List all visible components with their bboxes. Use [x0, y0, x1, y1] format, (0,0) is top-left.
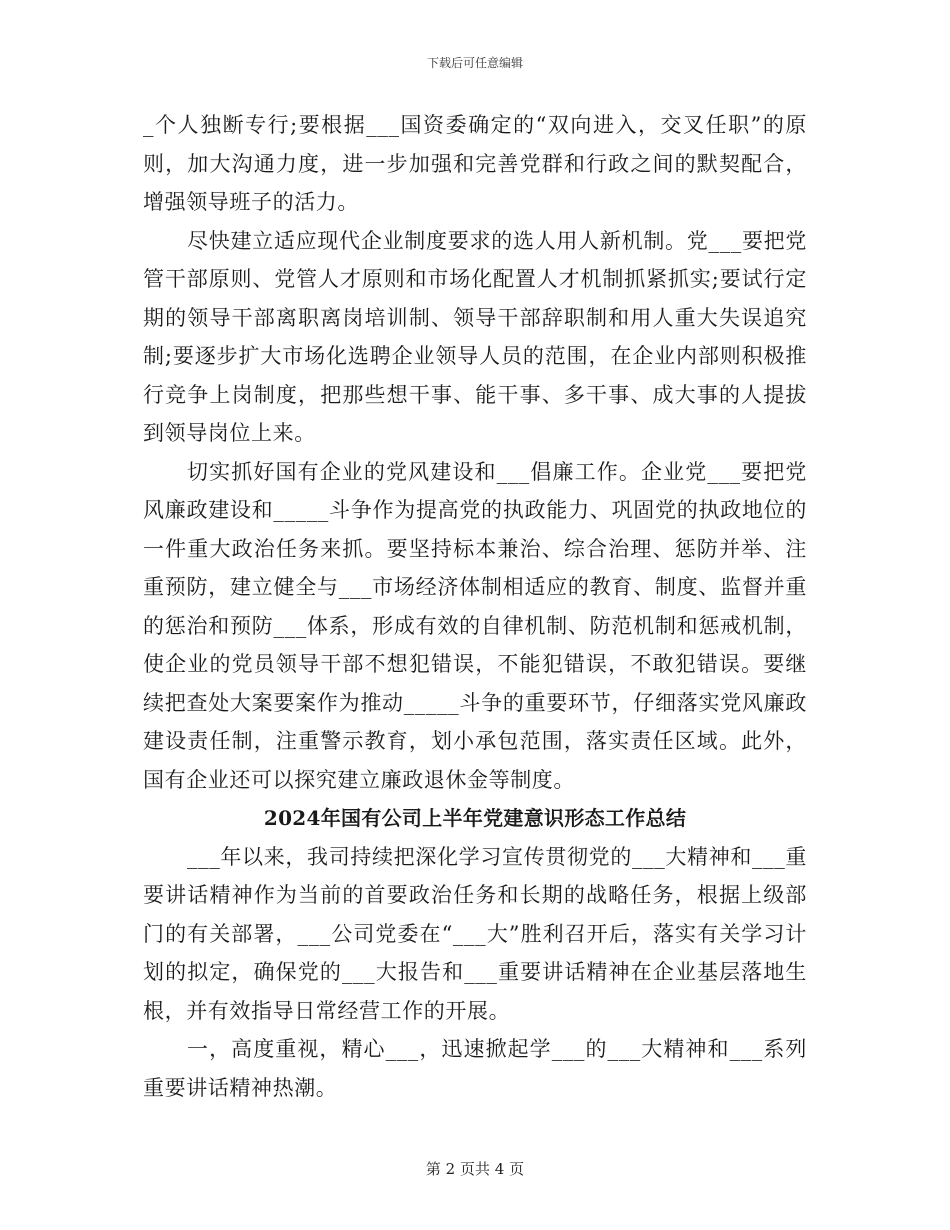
paragraph-personnel-mechanism: 尽快建立适应现代企业制度要求的选人用人新机制。党___要把党管干部原则、党管人才原则和市场化配置人才机制抓紧抓实;要试行定期的领导干部离职离岗培训制、领导干部辞职制和用人重大失误追究制;要逐步扩大市场化选聘企业领导人员的范围，在企业内部则积极推行竞争上岗制度，把那些想干事、能干事、多干事、成大事的人提拔到领导岗位上来。: [143, 228, 807, 445]
section-title: 2024年国有公司上半年党建意识形态工作总结: [263, 806, 687, 830]
paragraph-point-one: 一，高度重视，精心___，迅速掀起学___的___大精神和___系列重要讲话精神热潮。: [143, 1037, 807, 1100]
paragraph-summary-intro: ___年以来，我司持续把深化学习宣传贯彻党的___大精神和___重要讲话精神作为当前的首要政治任务和长期的战略任务，根据上级部门的有关部署，___公司党委在“___大”胜利召开后，落实有关学习计划的拟定，确保党的___大报告和___重要讲话精神在企业基层落地生根，并有效指导日常经营工作的开展。: [143, 844, 807, 1023]
document-body: [143, 106, 807, 1107]
page-header: 下载后可任意编辑: [426, 56, 523, 70]
paragraph-continuation: _个人独断专行;要根据___国资委确定的“双向进入，交叉任职”的原则，加大沟通力度，进一步加强和完善党群和行政之间的默契配合，增强领导班子的活力。: [143, 113, 807, 214]
paragraph-anti-corruption: 切实抓好国有企业的党风建设和___倡廉工作。企业党___要把党风廉政建设和_____斗争作为提高党的执政能力、巩固党的执政地位的一件重大政治任务来抓。要坚持标本兼治、综合治理、惩防并举、注重预防，建立健全与___市场经济体制相适应的教育、制度、监督并重的惩治和预防___体系，形成有效的自律机制、防范机制和惩戒机制，使企业的党员领导干部不想犯错误，不能犯错误，不敢犯错误。要继续把查处大案要案作为推动_____斗争的重要环节，仔细落实党风廉政建设责任制，注重警示教育，划小承包范围，落实责任区域。此外，国有企业还可以探究建立廉政退休金等制度。: [143, 459, 807, 792]
page-footer: 第 2 页共 4 页: [425, 1160, 525, 1178]
